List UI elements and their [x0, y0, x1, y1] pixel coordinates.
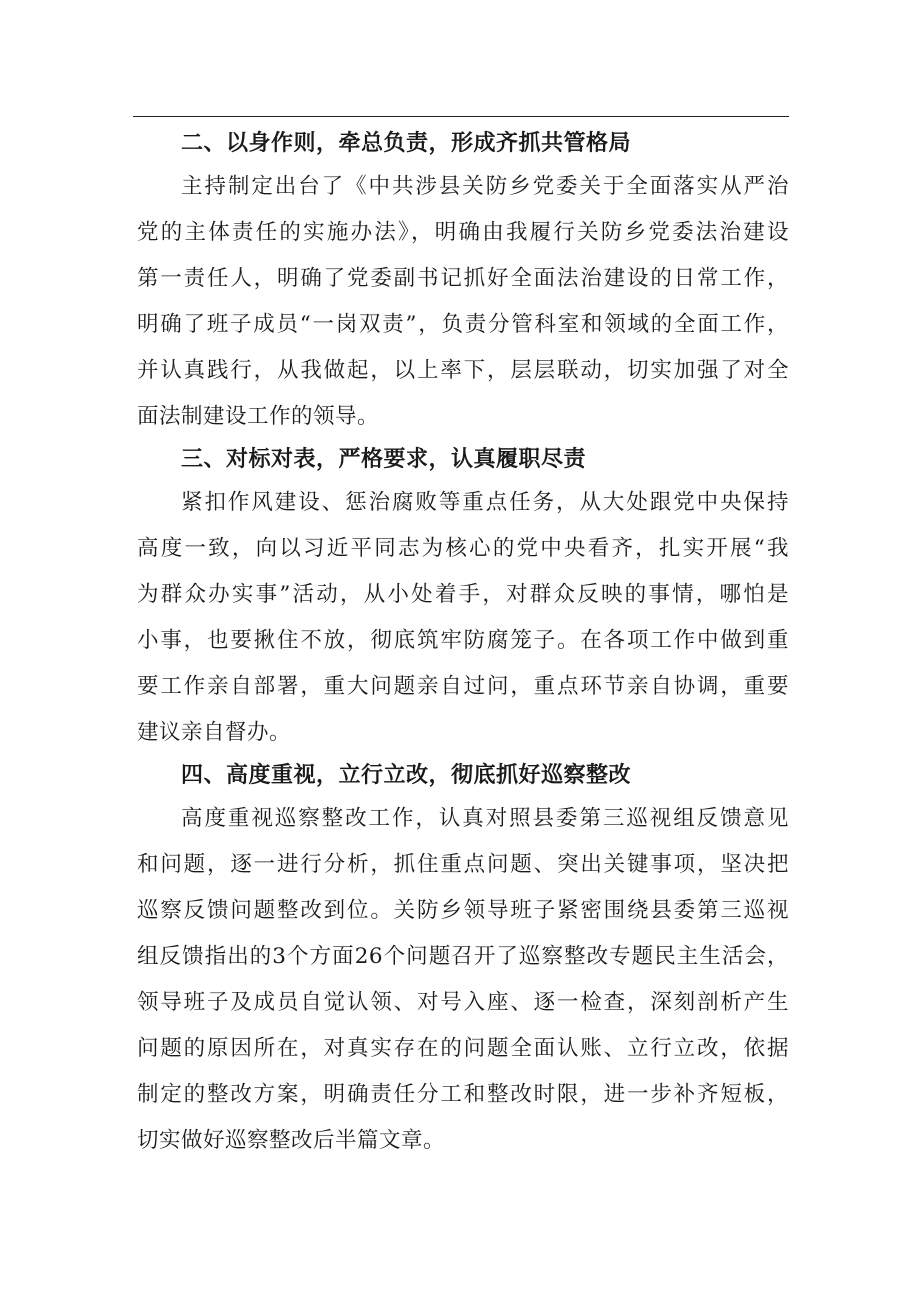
- section-paragraph: [137, 164, 789, 440]
- paragraph-line: 小事，也要揪住不放，彻底筑牢防腐笼子。在各项工作中做到重: [137, 628, 789, 653]
- paragraph-line: 党的主体责任的实施办法》，明确由我履行关防乡党委法治建设: [137, 220, 789, 245]
- paragraph-line: 组反馈指出的3个方面26个问题召开了巡察整改专题民主生活会，: [137, 944, 789, 969]
- paragraph-line: 高度一致，向以习近平同志为核心的党中央看齐，扎实开展“我: [137, 536, 789, 561]
- section-paragraph: [137, 796, 789, 1164]
- paragraph-line: 建议亲自督办。: [137, 720, 292, 745]
- paragraph-line: 面法制建设工作的领导。: [137, 404, 380, 429]
- paragraph-line: 和问题，逐一进行分析，抓住重点问题、突出关键事项，坚决把: [137, 852, 789, 877]
- paragraph-line: 切实做好巡察整改后半篇文章。: [137, 1128, 446, 1153]
- section-heading: 四、高度重视，立行立改，彻底抓好巡察整改: [181, 763, 632, 788]
- paragraph-line: 第一责任人，明确了党委副书记抓好全面法治建设的日常工作，: [137, 266, 789, 291]
- paragraph-line: 制定的整改方案，明确责任分工和整改时限，进一步补齐短板，: [137, 1082, 789, 1107]
- paragraph-line: 高度重视巡察整改工作，认真对照县委第三巡视组反馈意见: [181, 806, 789, 831]
- paragraph-line: 并认真践行，从我做起，以上率下，层层联动，切实加强了对全: [137, 358, 789, 383]
- paragraph-line: 主持制定出台了《中共涉县关防乡党委关于全面落实从严治: [181, 174, 789, 199]
- paragraph-line: 为群众办实事”活动，从小处着手，对群众反映的事情，哪怕是: [137, 582, 789, 607]
- paragraph-line: 领导班子及成员自觉认领、对号入座、逐一检查，深刻剖析产生: [137, 990, 789, 1015]
- section-heading: 三、对标对表，严格要求，认真履职尽责: [181, 447, 587, 472]
- paragraph-line: 问题的原因所在，对真实存在的问题全面认账、立行立改，依据: [137, 1036, 789, 1061]
- paragraph-line: 明确了班子成员“一岗双责”，负责分管科室和领域的全面工作，: [137, 312, 789, 337]
- section-heading: 二、以身作则，牵总负责，形成齐抓共管格局: [181, 131, 632, 156]
- section-paragraph: [137, 480, 789, 756]
- paragraph-line: 紧扣作风建设、惩治腐败等重点任务，从大处跟党中央保持: [181, 490, 789, 515]
- paragraph-line: 巡察反馈问题整改到位。关防乡领导班子紧密围绕县委第三巡视: [137, 898, 789, 923]
- paragraph-line: 要工作亲自部署，重大问题亲自过问，重点环节亲自协调，重要: [137, 674, 789, 699]
- header-rule: [133, 116, 789, 117]
- document-body: [137, 124, 789, 1164]
